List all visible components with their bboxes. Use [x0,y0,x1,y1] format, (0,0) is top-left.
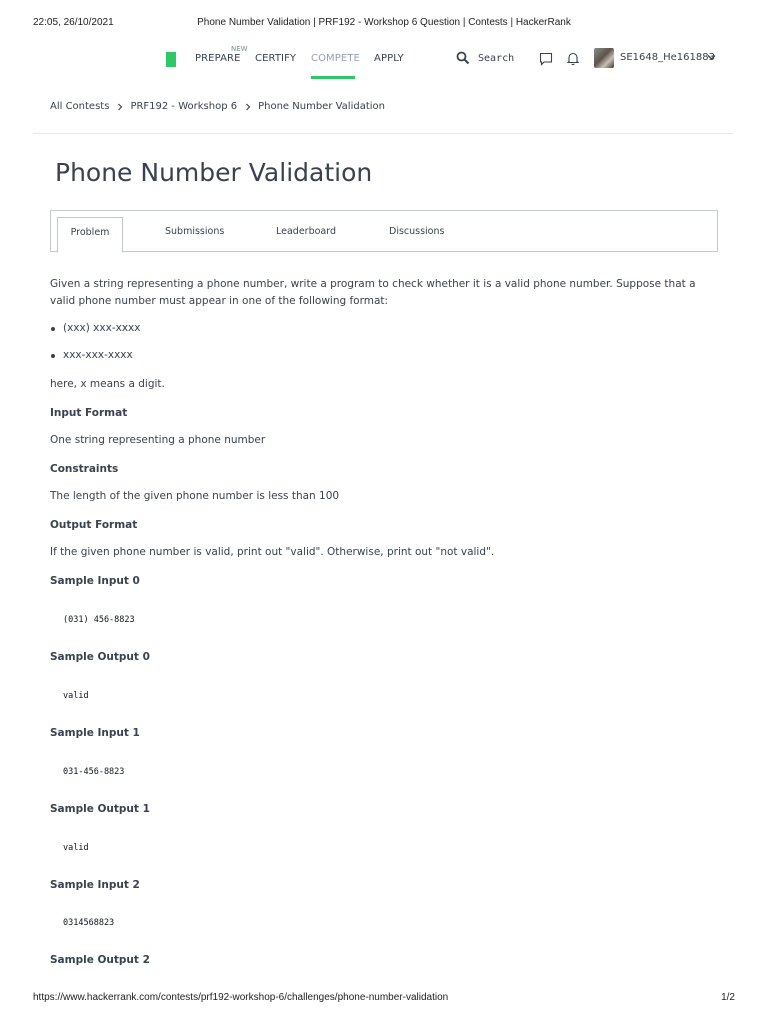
tab-discussions[interactable]: Discussions [389,226,445,237]
problem-intro: Given a string representing a phone number, write a program to check whether it is a valid phone number. Suppose that a valid phone number must appear in one of the following format: [50,278,696,307]
nav-certify[interactable]: CERTIFY [255,53,297,64]
print-page-number: 1/2 [721,992,735,1003]
new-badge: NEW [231,45,248,53]
format-item: (xxx) xxx-xxxx [50,320,140,337]
notifications-icon[interactable] [566,51,580,66]
input-format-heading: Input Format [50,407,128,419]
challenge-tabs [50,210,718,252]
tab-submissions[interactable]: Submissions [165,226,225,237]
sample-input-code: 0314568823 [63,918,115,928]
chevron-down-icon[interactable] [707,53,716,62]
constraints-text: The length of the given phone number is less than 100 [50,490,340,502]
tab-leaderboard[interactable]: Leaderboard [276,226,337,237]
breadcrumb-contest[interactable]: PRF192 - Workshop 6 [130,101,238,112]
nav-apply[interactable]: APPLY [374,53,404,64]
page-title: Phone Number Validation [55,158,373,187]
messages-icon[interactable] [539,52,553,66]
sample-input-heading: Sample Input 0 [50,575,140,587]
sample-input-heading: Sample Input 2 [50,879,140,891]
nav-prepare[interactable]: PREPARE [195,53,241,64]
sample-input-heading: Sample Input 1 [50,727,140,739]
sample-output-code: valid [63,843,89,853]
top-navigation [0,44,768,80]
tab-problem[interactable]: Problem [57,217,123,253]
breadcrumb-all-contests[interactable]: All Contests [50,101,110,112]
hackerrank-logo[interactable] [166,52,176,67]
nav-compete[interactable]: COMPETE [311,53,360,64]
sample-output-heading: Sample Output 0 [50,651,150,663]
print-datetime: 22:05, 26/10/2021 [33,17,114,28]
search-icon[interactable] [456,51,470,65]
sample-input-code: (031) 456-8823 [63,615,135,625]
print-url: https://www.hackerrank.com/contests/prf192-workshop-6/challenges/phone-number-validation [33,992,449,1003]
chevron-right-icon [244,103,252,111]
sample-output-code: valid [63,691,89,701]
sample-output-heading: Sample Output 1 [50,803,150,815]
breadcrumb [50,101,385,112]
print-page-title: Phone Number Validation | PRF192 - Workshop 6 Question | Contests | HackerRank [197,17,571,28]
search-input[interactable]: Search [478,53,515,64]
sample-input-code: 031-456-8823 [63,767,125,777]
output-format-heading: Output Format [50,519,138,531]
sample-output-heading: Sample Output 2 [50,954,150,966]
nav-active-indicator [311,76,355,79]
username[interactable]: SE1648_He161883 [620,52,715,63]
avatar[interactable] [594,48,614,68]
format-item: xxx-xxx-xxxx [50,347,133,364]
problem-note: here, x means a digit. [50,378,165,390]
output-format-text: If the given phone number is valid, print out "valid". Otherwise, print out "not valid". [50,546,495,558]
header-divider [33,133,733,134]
chevron-right-icon [116,103,124,111]
constraints-heading: Constraints [50,463,119,475]
breadcrumb-current: Phone Number Validation [258,101,385,112]
input-format-text: One string representing a phone number [50,434,266,446]
